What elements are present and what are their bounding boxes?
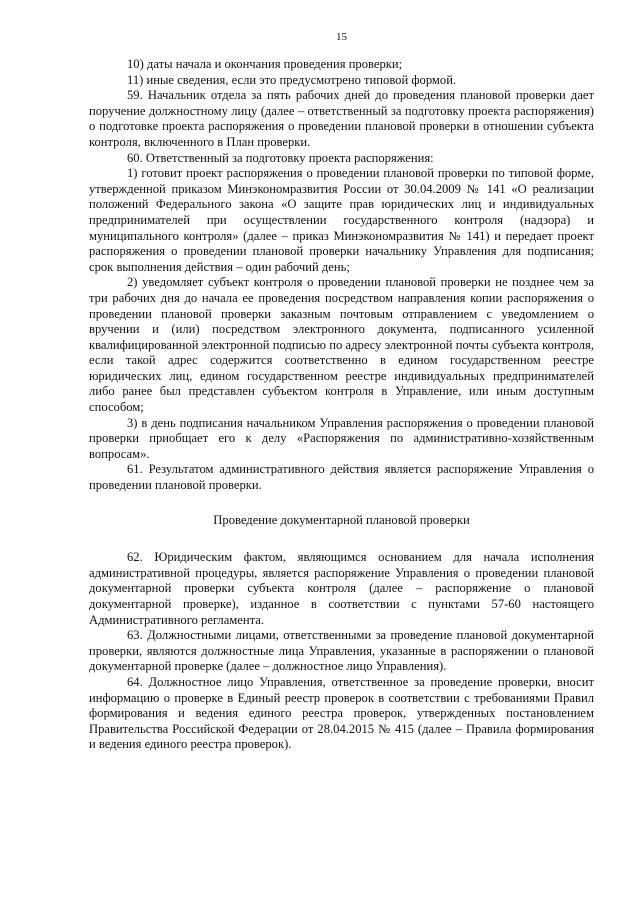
paragraph-64: 64. Должностное лицо Управления, ответственное за проведение проверки, вносит информацию о проверке в Единый реестр проверок в соответствии с требованиями Правил формирования и ведения единого реестра проверок, утвержденных постановлением Правительства Российской Федерации от 28.04.2015 № 415 (далее – Правила формирования и ведения единого реестра проверок).	[89, 674, 594, 752]
page-number: 15	[336, 31, 347, 43]
paragraph-62: 62. Юридическим фактом, являющимся основанием для начала исполнения административной процедуры, является распоряжение Управления о проведении плановой документарной проверки субъекта контроля (далее – распоряжение о плановой документарной проверке), изданное в соответствии с пунктами 57-60 настоящего Административного регламента.	[89, 550, 594, 627]
paragraph-59: 59. Начальник отдела за пять рабочих дней до проведения плановой проверки дает поручение должностному лицу (далее – ответственный за подготовку проекта распоряжения) о подготовке проекта распоряжения о проведении плановой проверки в отношении субъекта контроля, включенного в План проверки.	[89, 88, 594, 149]
paragraph-item-11: 11) иные сведения, если это предусмотрено типовой формой.	[127, 72, 457, 87]
paragraph-60: 60. Ответственный за подготовку проекта распоряжения:	[127, 150, 434, 165]
paragraph-60-item-2: 2) уведомляет субъект контроля о проведении плановой проверки не позднее чем за три рабочих дня до начала ее проведения посредством направления копии распоряжения о проведении плановой проверки заказным почтовым отправлением с уведомлением о вручении и (или) посредством электронного документа, подписанного усиленной квалифицированной электронной подписью по адресу электронной почты субъекта контроля, если такой адрес содержится соответственно в едином государственном реестре юридических лиц, едином государственном реестре индивидуальных предпринимателей либо ранее был представлен субъектом контроля в Управление, или иным доступным способом;	[89, 275, 594, 415]
section-heading: Проведение документарной плановой проверки	[213, 512, 470, 527]
paragraph-63: 63. Должностными лицами, ответственными за проведение плановой документарной проверки, являются должностные лица Управления, указанные в распоряжении о плановой документарной проверке (далее – должностное лицо Управления).	[89, 628, 594, 674]
paragraph-61: 61. Результатом административного действия является распоряжение Управления о проведении плановой проверки.	[89, 462, 594, 493]
paragraph-item-10: 10) даты начала и окончания проведения проверки;	[127, 57, 403, 71]
paragraph-60-item-1: 1) готовит проект распоряжения о проведении плановой проверки по типовой форме, утвержденной приказом Минэкономразвития России от 30.04.2009 № 141 «О реализации положений Федерального закона «О защите прав юридических лиц и индивидуальных предпринимателей при осуществлении государственного контроля (надзора) и муниципального контроля» (далее – приказ Минэкономразвития № 141) и передает проект распоряжения о проведении плановой проверки начальнику Управления для подписания; срок выполнения действия – один рабочий день;	[89, 166, 594, 274]
paragraph-60-item-3: 3) в день подписания начальником Управления распоряжения о проведении плановой проверки приобщает его к делу «Распоряжения по административно-хозяйственным вопросам».	[89, 415, 594, 461]
document-page	[89, 30, 594, 753]
